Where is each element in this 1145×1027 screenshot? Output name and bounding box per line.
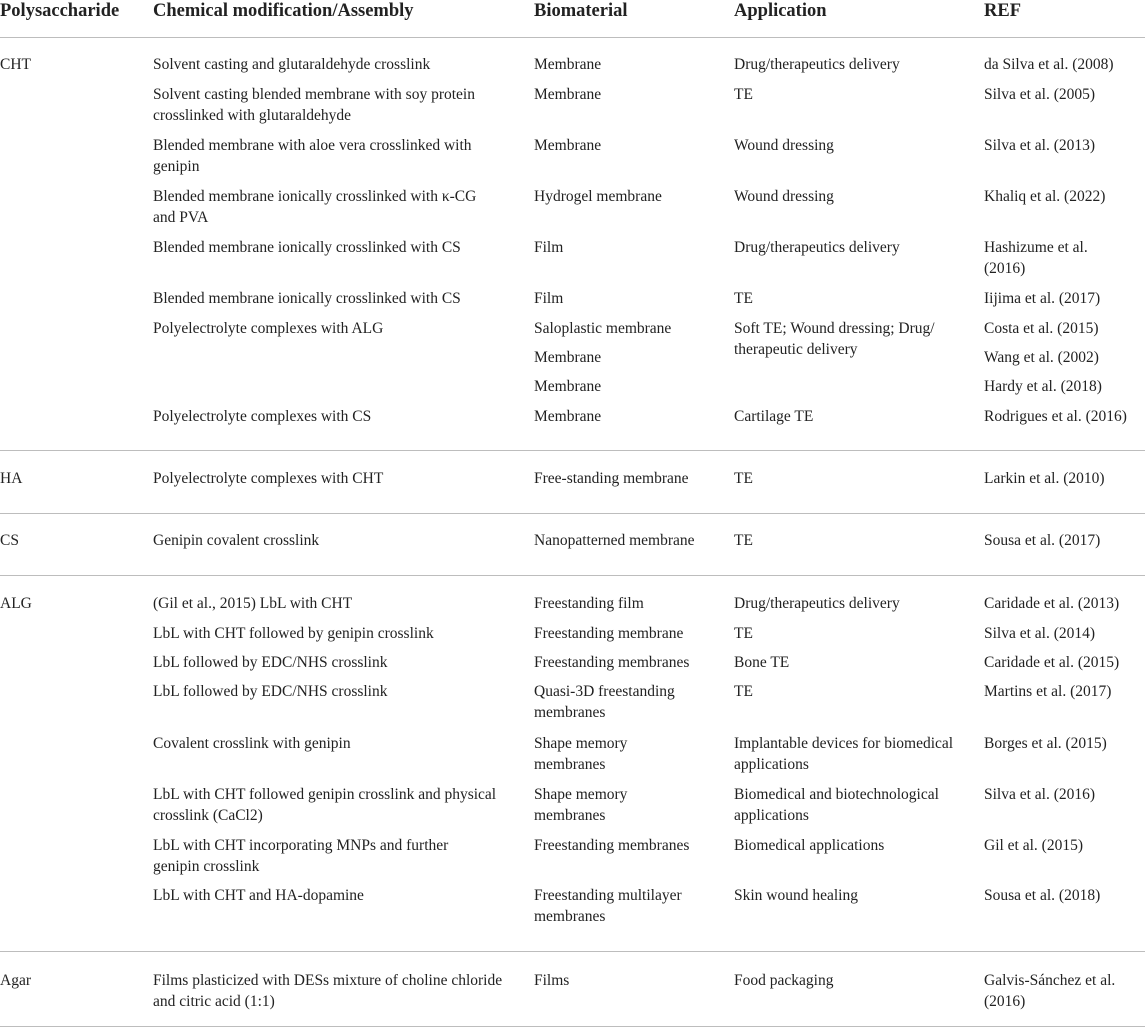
group-divider xyxy=(0,575,1145,576)
table-cell-app: Drug/therapeutics delivery xyxy=(734,56,900,73)
table-cell-bio: Saloplastic membrane xyxy=(534,320,672,337)
table-cell-ref: Silva et al. (2013) xyxy=(984,137,1096,154)
table-cell-bio: Freestanding membrane xyxy=(534,625,684,642)
table-cell-app: TE xyxy=(734,625,753,642)
table-cell-ref: Khaliq et al. (2022) xyxy=(984,188,1106,205)
table-cell-app: Wound dressing xyxy=(734,137,834,154)
table-cell-mod: Solvent casting blended membrane with soy protein xyxy=(153,86,475,103)
table-cell-bio: Freestanding film xyxy=(534,595,644,612)
table-cell-ref: (2016) xyxy=(984,260,1026,277)
table-cell-ref: Gil et al. (2015) xyxy=(984,837,1084,854)
table-cell-mod: Blended membrane ionically crosslinked with κ-CG xyxy=(153,188,477,205)
table-cell-ref: da Silva et al. (2008) xyxy=(984,56,1114,73)
table-cell-ref: Hardy et al. (2018) xyxy=(984,378,1102,395)
table-cell-bio: membranes xyxy=(534,807,606,824)
table-cell-ref: Galvis-Sánchez et al. xyxy=(984,972,1116,989)
table-cell-ref: Caridade et al. (2013) xyxy=(984,595,1120,612)
table-cell-ref: Silva et al. (2016) xyxy=(984,786,1096,803)
table-cell-bio: membranes xyxy=(534,756,606,773)
table-cell-poly: CHT xyxy=(0,56,31,73)
table-cell-ref: Rodrigues et al. (2016) xyxy=(984,408,1127,425)
table-cell-bio: membranes xyxy=(534,908,606,925)
table-cell-mod: (Gil et al., 2015) LbL with CHT xyxy=(153,595,353,612)
group-divider xyxy=(0,951,1145,952)
header-biomaterial: Biomaterial xyxy=(534,1,628,21)
table-cell-poly: HA xyxy=(0,470,23,487)
table-cell-mod: Polyelectrolyte complexes with CS xyxy=(153,408,372,425)
table-cell-ref: Sousa et al. (2017) xyxy=(984,532,1101,549)
table-cell-mod: genipin crosslink xyxy=(153,858,260,875)
table-cell-ref: Martins et al. (2017) xyxy=(984,683,1112,700)
table-cell-app: Biomedical and biotechnological xyxy=(734,786,939,803)
table-cell-ref: Wang et al. (2002) xyxy=(984,349,1099,366)
table-cell-mod: Films plasticized with DESs mixture of choline chloride xyxy=(153,972,503,989)
table-cell-mod: Solvent casting and glutaraldehyde crosslink xyxy=(153,56,431,73)
group-divider xyxy=(0,513,1145,514)
table-cell-app: Wound dressing xyxy=(734,188,834,205)
table-cell-bio: membranes xyxy=(534,704,606,721)
table-cell-app: Biomedical applications xyxy=(734,837,885,854)
table-cell-ref: Silva et al. (2014) xyxy=(984,625,1096,642)
table-cell-ref: Borges et al. (2015) xyxy=(984,735,1107,752)
table-cell-poly: CS xyxy=(0,532,19,549)
table-cell-app: Drug/therapeutics delivery xyxy=(734,595,900,612)
table-cell-app: Food packaging xyxy=(734,972,834,989)
table-cell-mod: Blended membrane with aloe vera crosslinked with xyxy=(153,137,472,154)
table-cell-app: applications xyxy=(734,807,809,824)
table-cell-bio: Quasi-3D freestanding xyxy=(534,683,675,700)
table-cell-mod: LbL with CHT incorporating MNPs and further xyxy=(153,837,449,854)
table-cell-app: TE xyxy=(734,532,753,549)
table-cell-ref: Hashizume et al. xyxy=(984,239,1088,256)
table-cell-mod: crosslinked with glutaraldehyde xyxy=(153,107,352,124)
table-cell-ref: Costa et al. (2015) xyxy=(984,320,1099,337)
table-cell-ref: Silva et al. (2005) xyxy=(984,86,1096,103)
table-cell-mod: Covalent crosslink with genipin xyxy=(153,735,351,752)
table-cell-app: TE xyxy=(734,683,753,700)
table-cell-ref: Caridade et al. (2015) xyxy=(984,654,1120,671)
table-cell-bio: Hydrogel membrane xyxy=(534,188,662,205)
table-cell-bio: Freestanding membranes xyxy=(534,837,690,854)
table-cell-app: TE xyxy=(734,290,753,307)
table-cell-app: Cartilage TE xyxy=(734,408,814,425)
table-cell-bio: Membrane xyxy=(534,349,602,366)
table-cell-mod: LbL followed by EDC/NHS crosslink xyxy=(153,683,388,700)
table-cell-mod: Blended membrane ionically crosslinked with CS xyxy=(153,290,461,307)
table-cell-mod: Genipin covalent crosslink xyxy=(153,532,320,549)
table-cell-ref: Larkin et al. (2010) xyxy=(984,470,1105,487)
table-header xyxy=(0,0,1145,38)
table-cell-mod: and citric acid (1:1) xyxy=(153,993,275,1010)
table-cell-bio: Freestanding multilayer xyxy=(534,887,682,904)
table-cell-ref: Iijima et al. (2017) xyxy=(984,290,1101,307)
table-cell-app: Drug/therapeutics delivery xyxy=(734,239,900,256)
table-cell-mod: Polyelectrolyte complexes with CHT xyxy=(153,470,384,487)
table-cell-poly: ALG xyxy=(0,595,32,612)
table-cell-mod: crosslink (CaCl2) xyxy=(153,807,263,824)
table-cell-bio: Films xyxy=(534,972,570,989)
header-application: Application xyxy=(734,1,827,21)
table-cell-mod: LbL with CHT followed by genipin crosslink xyxy=(153,625,434,642)
table-cell-bio: Shape memory xyxy=(534,786,628,803)
table-cell-app: Skin wound healing xyxy=(734,887,858,904)
table-cell-bio: Free-standing membrane xyxy=(534,470,689,487)
table-cell-app: TE xyxy=(734,470,753,487)
table-cell-bio: Shape memory xyxy=(534,735,628,752)
header-chemical-modification: Chemical modification/Assembly xyxy=(153,1,414,21)
table-cell-bio: Film xyxy=(534,239,564,256)
table-cell-bio: Membrane xyxy=(534,56,602,73)
table-cell-bio: Membrane xyxy=(534,137,602,154)
table-cell-mod: Polyelectrolyte complexes with ALG xyxy=(153,320,384,337)
table-cell-ref: (2016) xyxy=(984,993,1026,1010)
table-cell-ref: Sousa et al. (2018) xyxy=(984,887,1101,904)
table-cell-bio: Freestanding membranes xyxy=(534,654,690,671)
header-polysaccharide: Polysaccharide xyxy=(0,1,120,21)
header-ref: REF xyxy=(984,1,1021,21)
table-cell-mod: Blended membrane ionically crosslinked with CS xyxy=(153,239,461,256)
table-cell-poly: Agar xyxy=(0,972,31,989)
table-cell-app: Soft TE; Wound dressing; Drug/ xyxy=(734,320,935,337)
table-cell-mod: genipin xyxy=(153,158,200,175)
table-cell-app: Bone TE xyxy=(734,654,790,671)
table-cell-mod: LbL with CHT followed genipin crosslink and physical xyxy=(153,786,497,803)
table-cell-bio: Membrane xyxy=(534,378,602,395)
table-cell-app: Implantable devices for biomedical xyxy=(734,735,954,752)
table-cell-app: applications xyxy=(734,756,809,773)
table-cell-bio: Membrane xyxy=(534,86,602,103)
table-cell-mod: LbL with CHT and HA-dopamine xyxy=(153,887,364,904)
group-divider xyxy=(0,450,1145,451)
table-cell-app: therapeutic delivery xyxy=(734,341,858,358)
table-cell-mod: LbL followed by EDC/NHS crosslink xyxy=(153,654,388,671)
table-cell-app: TE xyxy=(734,86,753,103)
table-cell-bio: Nanopatterned membrane xyxy=(534,532,695,549)
table-cell-mod: and PVA xyxy=(153,209,209,226)
table-cell-bio: Membrane xyxy=(534,408,602,425)
table-cell-bio: Film xyxy=(534,290,564,307)
